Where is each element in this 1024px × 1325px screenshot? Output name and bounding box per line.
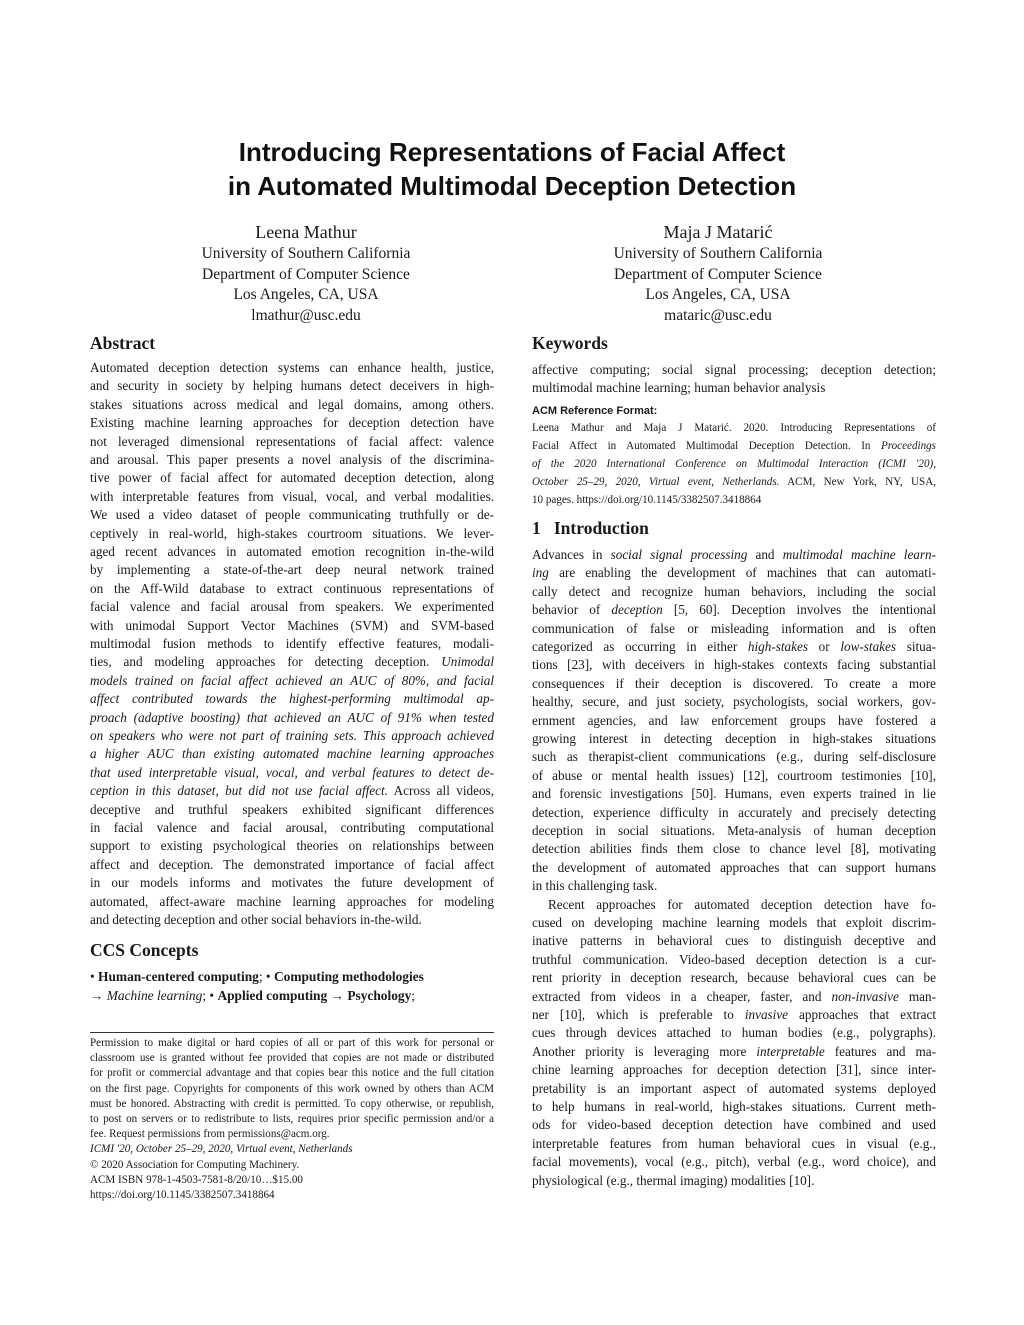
body-italic: social signal processing (610, 547, 748, 562)
abstract-line: support to existing psychological theories on relationships between (90, 838, 494, 854)
reference-text: ACM, New York, NY, USA, (787, 476, 936, 488)
reference-italic: Proceedings (880, 440, 936, 452)
ccs-concept: Machine learning (106, 987, 203, 1003)
abstract-line (90, 653, 494, 671)
abstract-line (90, 764, 494, 782)
author-location: Los Angeles, CA, USA (645, 286, 791, 303)
body-line (532, 601, 936, 619)
author-block (146, 220, 466, 326)
keywords-line: affective computing; social signal processing; deception detection; (532, 362, 936, 377)
reference-line (532, 457, 936, 472)
body-line: healthy, secure, and just society, psychologists, social workers, gov- (532, 694, 936, 710)
abstract-line: aged recent advances in automated emotion recognition in-the-wild (90, 544, 494, 559)
permission-line: to post on servers or to redistribute to lists, requires prior specific permission and/or a (90, 1113, 494, 1125)
author-block (558, 220, 878, 326)
body-line: and forensic investigations [50]. Humans, even experts trained in lie (532, 786, 936, 802)
body-italic: interpretable (756, 1043, 825, 1059)
abstract-line (90, 745, 494, 763)
body-line: cused on developing machine learning models that exploit discrim- (532, 915, 936, 930)
body-line: consequences if their deception is discovered. To create a more (532, 675, 936, 691)
section-heading (532, 518, 649, 539)
body-line: the development of automated approaches that can support humans (532, 859, 936, 875)
isbn-line: ACM ISBN 978-1-4503-7581-8/20/10…$15.00 (90, 1173, 303, 1186)
body-text: are enabling the development of machines that can automati- (559, 565, 936, 581)
ccs-concept: Psychology (347, 987, 412, 1003)
permission-line: classroom use is granted without fee provided that copies are not made or distributed (90, 1052, 494, 1065)
abstract-line: multimodal fusion methods to identify effective features, modali- (90, 636, 494, 651)
abstract-italic: proach (adaptive boosting) that achieved an AUC of 91% when tested (90, 709, 494, 725)
body-text: extracted from videos in a cheaper, faster, and (532, 988, 822, 1004)
doi-link[interactable]: https://doi.org/10.1145/3382507.3418864 (90, 1189, 275, 1201)
author-location: Los Angeles, CA, USA (233, 286, 379, 303)
abstract-line: in facial valence and facial arousal, contributing computational (90, 820, 494, 835)
ccs-line: • Human-centered computing; • Computing methodologies (90, 969, 424, 984)
body-text: Another priority is leveraging more (532, 1043, 747, 1059)
abstract-line (90, 672, 494, 690)
body-line: detection abilities finds them close to chance level [8], motivating (532, 841, 936, 857)
author-name: Leena Mathur (255, 222, 357, 242)
body-line: rent priority in deception research, because behavioral cues can be (532, 970, 936, 986)
abstract-italic: Unimodal (441, 654, 494, 670)
body-line: of abuse or mental health issues) [12], courtroom testimonies [10], (532, 767, 936, 783)
body-line (532, 638, 936, 656)
body-line: growing interest in detecting deception in high-stakes situations (532, 731, 936, 746)
body-line: chine learning approaches for deception detection [31], since inter- (532, 1062, 936, 1078)
body-line: ernment agencies, and law enforcement groups have fostered a (532, 712, 936, 728)
body-line (532, 564, 936, 582)
abstract-line: and detecting deception and other social behaviors in-the-wild. (90, 912, 422, 927)
body-line: deception in social situations. Meta-analysis of human deception (532, 823, 936, 838)
reference-italic: October 25–29, 2020, Virtual event, Netherlands. (532, 476, 780, 488)
abstract-text: ties, and modeling approaches for detecting deception. (90, 654, 430, 670)
abstract-line: Existing machine learning approaches for deception detection have (90, 415, 494, 431)
abstract-line: automated, affect-aware machine learning approaches for modeling (90, 893, 494, 909)
body-italic: invasive (744, 1007, 789, 1022)
reference-line: 10 pages. https://doi.org/10.1145/3382507.3418864 (532, 494, 762, 506)
abstract-line: stakes situations across medical and legal domains, among others. (90, 396, 494, 412)
ccs-concept: Computing methodologies (273, 969, 424, 984)
keywords-line: multimodal machine learning; human behavior analysis (532, 380, 826, 396)
body-line: such as therapist-client communications (e.g., during self-disclosure (532, 749, 936, 765)
body-line: Recent approaches for automated deception detection have fo- (548, 896, 936, 912)
body-line (532, 1043, 936, 1061)
abstract-line (90, 782, 494, 800)
body-line: tions [23], with deceivers in high-stakes contexts facing substantial (532, 657, 936, 673)
abstract-line: deceptive and truthful speakers exhibited significant differences (90, 801, 494, 817)
abstract-italic: that used interpretable visual, vocal, and verbal features to detect de- (90, 764, 494, 780)
abstract-line: Automated deception detection systems can enhance health, justice, (90, 360, 494, 375)
body-line: ods for video-based deception detection have combined and used (532, 1117, 936, 1133)
abstract-line (90, 727, 494, 745)
body-line: communication of false or misleading information and is often (532, 620, 936, 636)
permission-line: must be honored. Abstracting with credit is permitted. To copy otherwise, or republish, (90, 1097, 494, 1110)
ccs-concept: Human-centered computing (98, 969, 259, 984)
body-line (532, 988, 936, 1006)
body-text: behavior of (532, 602, 601, 618)
body-line: to help humans in real-world, high-stakes situations. Current meth- (532, 1099, 936, 1114)
conference-info (90, 1142, 494, 1157)
body-line: truthful communication. Video-based deception detection is a cur- (532, 951, 936, 967)
ccs-line: → Machine learning; • Applied computing → Psychology; (90, 987, 416, 1003)
author-email: mataric@usc.edu (664, 306, 772, 324)
body-italic: deception (611, 602, 663, 618)
body-text: and (755, 547, 775, 562)
body-text: man- (908, 988, 936, 1004)
abstract-line: and security in society by helping humans detect deceivers in high- (90, 378, 494, 394)
body-line: interpretable features from human behavioral cues in visual (e.g., (532, 1135, 936, 1151)
abstract-line (90, 709, 494, 727)
section-number: 1 (532, 518, 541, 538)
body-text: or (818, 639, 830, 654)
body-line: cues through devices attached to human bodies (e.g., polygraphs). (532, 1025, 936, 1041)
permission-line: for profit or commercial advantage and that copies bear this notice and the full citation (90, 1067, 494, 1080)
section-title: Introduction (553, 518, 649, 538)
abstract-line: tive power of facial affect for automated deception detection, along (90, 470, 494, 486)
abstract-line: on the Aff-Wild database to extract continuous representations of (90, 580, 494, 596)
body-italic: ing (532, 565, 549, 581)
abstract-italic: affect contributed towards the highest-performing multimodal ap- (90, 691, 494, 707)
reference-line (532, 439, 936, 454)
body-line (532, 546, 936, 564)
abstract-line: facial valence and facial arousal from speakers. We experimented (90, 599, 494, 615)
abstract-italic: a higher AUC than existing automated machine learning approaches (90, 746, 494, 762)
abstract-line (90, 690, 494, 708)
abstract-text: Across all videos, (393, 783, 494, 799)
abstract-line: not leveraged dimensional representations of facial affect: valence (90, 433, 494, 449)
body-line: detection, experience difficulty in accurately and precisely detecting (532, 804, 936, 820)
author-department: Department of Computer Science (614, 265, 822, 283)
abstract-line: and arousal. This paper presents a novel analysis of the discrimina- (90, 452, 494, 467)
abstract-heading: Abstract (90, 333, 156, 353)
keywords-heading: Keywords (532, 333, 608, 353)
reference-line: Leena Mathur and Maja J Matarić. 2020. Introducing Representations of (532, 422, 936, 434)
body-line: physiological (e.g., thermal imaging) modalities [10]. (532, 1172, 815, 1188)
body-italic: non-invasive (831, 988, 899, 1004)
paper-title (90, 135, 934, 203)
body-text: categorized as occurring in either (532, 639, 738, 654)
author-department: Department of Computer Science (202, 265, 410, 283)
body-italic: multimodal machine learn- (782, 547, 936, 562)
abstract-line: in our models informs and motivates the future development of (90, 875, 494, 891)
body-italic: low-stakes (840, 639, 897, 654)
body-text: Advances in (532, 547, 603, 562)
title-line: in Automated Multimodal Deception Detection (227, 171, 797, 201)
author-affiliation: University of Southern California (613, 245, 823, 262)
body-text: situa- (906, 639, 936, 654)
copyright-line: © 2020 Association for Computing Machinery. (90, 1158, 300, 1171)
permission-line: on the first page. Copyrights for components of this work owned by others than ACM (90, 1082, 494, 1095)
abstract-line: ceptively in real-world, high-stakes courtroom situations. We lever- (90, 525, 494, 541)
abstract-italic: ception in this dataset, but did not use facial affect. (90, 783, 388, 799)
abstract-italic: on speakers who were not part of training sets. This approach achieved (90, 728, 494, 743)
abstract-line: with interpretable features from visual, vocal, and verbal modalities. (90, 488, 494, 504)
abstract-line: affect and deception. The demonstrated importance of facial affect (90, 856, 494, 872)
permission-line: Permission to make digital or hard copies of all or part of this work for personal or (90, 1037, 494, 1049)
arrow-icon: → (330, 987, 344, 1003)
abstract-italic: models trained on facial affect achieved an AUC of 80%, and facial (90, 672, 494, 688)
abstract-line: with unimodal Support Vector Machines (SVM) and SVM-based (90, 617, 494, 633)
body-line: cally detect and recognize human behaviors, including the social (532, 583, 936, 599)
reference-text: Facial Affect in Automated Multimodal Deception Detection. In (532, 440, 871, 452)
author-name: Maja J Matarić (663, 222, 773, 242)
body-text: approaches that extract (799, 1007, 936, 1022)
body-line: inative patterns in behavioral cues to distinguish deceptive and (532, 933, 936, 949)
abstract-line: We used a video dataset of people communicating truthfully or de- (90, 507, 494, 523)
body-line (532, 1006, 936, 1024)
body-line: in this challenging task. (532, 878, 658, 894)
body-line: facial movements), vocal (e.g., pitch), verbal (e.g., word choice), and (532, 1154, 936, 1170)
permission-line: fee. Request permissions from permissions@acm.org. (90, 1128, 330, 1141)
body-text: [5, 60]. Deception involves the intentional (673, 602, 936, 618)
abstract-line: by implementing a state-of-the-art deep neural network trained (90, 562, 494, 578)
author-affiliation: University of Southern California (201, 245, 411, 262)
author-email: lmathur@usc.edu (251, 306, 361, 324)
reference-format-heading: ACM Reference Format: (532, 405, 658, 417)
body-line: pretability is an important aspect of automated systems deployed (532, 1080, 936, 1096)
body-italic: high-stakes (747, 639, 808, 654)
conference-name: ICMI '20, October 25–29, 2020, Virtual event, Netherlands (90, 1143, 353, 1156)
footnote-divider (90, 1032, 494, 1033)
ccs-heading: CCS Concepts (90, 940, 199, 960)
ccs-concept: Applied computing (217, 987, 328, 1003)
body-text: ner [10], which is preferable to (532, 1007, 734, 1022)
reference-italic: of the 2020 International Conference on Multimodal Interaction (ICMI '20), (532, 458, 936, 470)
arrow-icon: → (90, 987, 104, 1003)
title-line: Introducing Representations of Facial Affect (238, 137, 786, 167)
reference-line (532, 475, 936, 490)
body-text: features and ma- (834, 1043, 936, 1059)
